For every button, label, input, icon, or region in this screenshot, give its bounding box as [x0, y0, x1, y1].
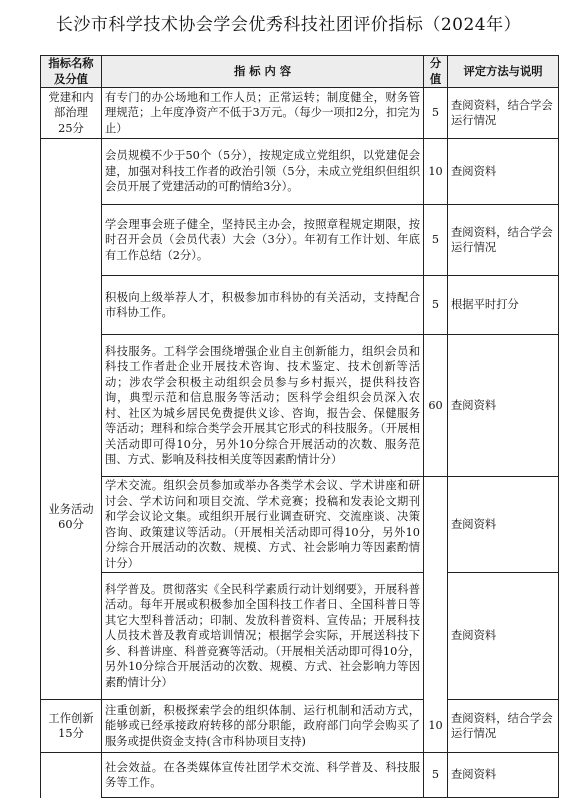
- row-score: 5: [424, 205, 448, 276]
- row-method: 查阅资料: [448, 335, 559, 477]
- row-score: 60: [424, 335, 448, 477]
- row-method: 查阅资料: [448, 573, 559, 700]
- header-score: 分值: [424, 56, 448, 88]
- row-method: 查阅资料: [448, 753, 559, 798]
- row-method: 查阅资料，结合学会运行情况: [448, 205, 559, 276]
- row-content: 注重创新，积极探索学会的组织体制、运行机制和活动方式，能够或已经承接政府转移的部分职能，政府部门向学会购买了服务或提供资金支持(含市科协项目支持): [102, 700, 424, 753]
- row-content: 科技服务。工科学会围绕增强企业自主创新能力，组织会员和科技工作者赴企业开展技术咨询、技术鉴定、技术创新等活动；涉农学会积极主动组织会员参与乡村振兴，提供科技咨询，典型示范和信息服务等活动；医科学会组织会员深入农村、社区为城乡居民免费提供义诊、咨询，报告会、保健服务等活动；理科和综合类学会开展其它形式的科技服务。（开展相关活动即可得10分，另外10分综合开展活动的次数、服务范围、方式、影响及科技相关度等因素酌情计分）: [102, 335, 424, 477]
- table-row: [41, 139, 559, 205]
- row-score: [424, 477, 448, 573]
- row-method: 查阅资料: [448, 477, 559, 573]
- category-name: 工作创新: [48, 711, 94, 725]
- table-row: [41, 573, 559, 700]
- category-party: [41, 88, 102, 139]
- row-score: 10: [424, 700, 448, 753]
- row-content: 积极向上级举荐人才，积极参加市科协的有关活动，支持配合市科协工作。: [102, 276, 424, 335]
- row-method: 查阅资料，结合学会运行情况: [448, 88, 559, 139]
- table-row: [41, 88, 559, 139]
- table-row: [41, 276, 559, 335]
- category-score: 25分: [58, 121, 84, 135]
- row-content: 学会理事会班子健全，坚持民主办会，按照章程规定期限，按时召开会员（会员代表）大会（3分）。年初有工作计划、年底有工作总结（2分）。: [102, 205, 424, 276]
- category-name: 业务活动: [48, 502, 94, 516]
- category-innovation: [41, 700, 102, 753]
- evaluation-table: [40, 55, 559, 798]
- row-method: 查阅资料，结合学会运行情况: [448, 700, 559, 753]
- category-score: 60分: [58, 518, 84, 531]
- category-blank: [41, 205, 102, 276]
- table-row: [41, 205, 559, 276]
- row-score: 5: [424, 88, 448, 139]
- category-business: [41, 335, 102, 700]
- header-row: [41, 56, 559, 88]
- page-title: 长沙市科学技术协会学会优秀科技社团评价指标（2024年）: [55, 15, 522, 35]
- table-row: [41, 700, 559, 753]
- row-score: 5: [424, 753, 448, 798]
- header-method: 评定方法与说明: [448, 56, 559, 88]
- category-score: 15分: [58, 727, 84, 740]
- row-score: 5: [424, 276, 448, 335]
- table-row: [41, 753, 559, 798]
- category-blank: [41, 753, 102, 798]
- row-content: 科学普及。贯彻落实《全民科学素质行动计划纲要》，开展科普活动。每年开展或积极参加全国科技工作者日、全国科普日等其它大型科普活动；印制、发放科普资料、宣传品；开展科技人员技术普及教育或培训情况；根据学会实际，开展送科技下乡、科普讲座、科普竞赛等活动。（开展相关活动即可得10分，另外10分综合开展活动的次数、规模、方式、社会影响力等因素酌情计分）: [102, 573, 424, 700]
- row-content: 会员规模不少于50个（5分），按规定成立党组织，以党建促会建，加强对科技工作者的政治引领（5分，未成立党组织但组织会员开展了党建活动的可酌情给3分）。: [102, 139, 424, 205]
- row-method: 查阅资料: [448, 139, 559, 205]
- row-content: 有专门的办公场地和工作人员；正常运转；制度健全，财务管理规范；上年度净资产不低于3万元。（每少一项扣2分，扣完为止）: [102, 88, 424, 139]
- row-score: [424, 573, 448, 700]
- header-category: 指标名称及分值: [41, 56, 102, 88]
- table-row: [41, 477, 559, 573]
- row-content: 学术交流。组织会员参加或举办各类学术会议、学术讲座和研讨会、学术访问和项目交流、学术竞赛；投稿和发表论文期刊和学会议论文集。或组织开展行业调查研究、交流座谈、决策咨询、政策建议等活动。（开展相关活动即可得10分，另外10分综合开展活动的次数、规模、方式、社会影响力等因素酌情计分）: [102, 477, 424, 573]
- category-blank: [41, 139, 102, 205]
- category-blank: [41, 276, 102, 335]
- header-content: 指 标 内 容: [102, 56, 424, 88]
- row-method: 根据平时打分: [448, 276, 559, 335]
- row-content: 社会效益。在各类媒体宣传社团学术交流、科学普及、科技服务等工作。: [102, 753, 424, 798]
- category-name: 党建和内部治理: [48, 90, 94, 120]
- row-score: 10: [424, 139, 448, 205]
- table-row: [41, 335, 559, 477]
